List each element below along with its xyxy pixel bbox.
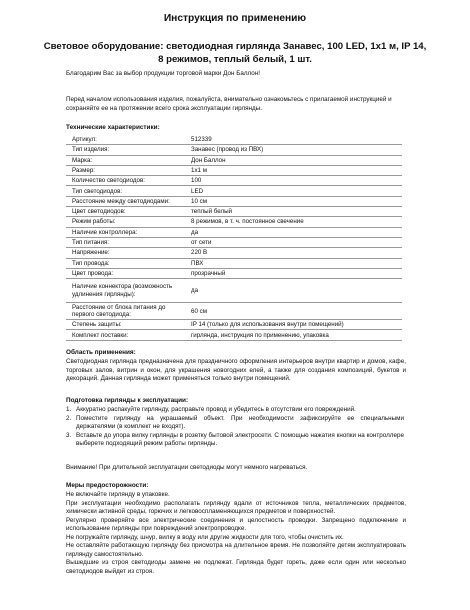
table-row bbox=[66, 145, 402, 155]
spec-value: Занавес (провод из ПВХ) bbox=[183, 145, 402, 155]
step-number: 2. bbox=[66, 414, 72, 422]
spec-value: Дон Баллон bbox=[183, 155, 402, 165]
step-text: Аккуратно распакуйте гирлянду, расправьте провод и убедитесь в отсутствии его повреждений. bbox=[76, 406, 356, 413]
spec-value: да bbox=[183, 279, 402, 303]
table-row bbox=[66, 165, 402, 175]
spec-key: Напряжение: bbox=[66, 248, 183, 258]
spec-value: прозрачный bbox=[183, 268, 402, 278]
spec-value: 220 В bbox=[183, 248, 402, 258]
spec-value: IP 14 (только для использования внутри помещений) bbox=[183, 320, 402, 330]
specs-heading: Технические характеристики: bbox=[66, 124, 160, 131]
spec-value: LED bbox=[183, 186, 402, 196]
spec-key: Тип питания: bbox=[66, 237, 183, 247]
table-row bbox=[66, 279, 402, 303]
spec-value: гирлянда, инструкция по применению, упаковка bbox=[183, 330, 402, 340]
table-row bbox=[66, 207, 402, 217]
list-item bbox=[66, 432, 404, 449]
list-item: Вышедшие из строя светодиоды замене не подлежат. Гирлянда будет гореть, даже если один или несколько светодиодов выйдет из строя. bbox=[66, 559, 406, 575]
specs-table bbox=[66, 135, 402, 341]
spec-key: Количество светодиодов: bbox=[66, 176, 183, 186]
table-row bbox=[66, 248, 402, 258]
spec-value: да bbox=[183, 227, 402, 237]
spec-value: 60 см bbox=[183, 303, 402, 320]
table-row bbox=[66, 217, 402, 227]
spec-value: 1х1 м bbox=[183, 165, 402, 175]
spec-key: Наличие коннектора (возможность удлинения гирлянды): bbox=[66, 279, 183, 303]
spec-key: Тип провода: bbox=[66, 258, 183, 268]
area-text: Светодиодная гирлянда предназначена для праздничного оформления интерьеров внутри квартир и домов, кафе, торговых залов, витрин и окон, для украшения новогодних елей, а также для создания композиций, букетов и декораций. Данная гирлянда может применяться только внутри помещений. bbox=[66, 358, 406, 383]
spec-value: 10 см bbox=[183, 196, 402, 206]
list-item: При эксплуатации необходимо располагать гирлянду вдали от источников тепла, металлических предметов, химически активной среды, горючих и легковоспламеняющихся предметов и поверхностей. bbox=[66, 499, 406, 516]
spec-key: Артикул: bbox=[66, 135, 183, 145]
list-item bbox=[66, 406, 404, 415]
list-item bbox=[66, 415, 404, 432]
spec-value: от сети bbox=[183, 237, 402, 247]
spec-key: Тип светодиодов: bbox=[66, 186, 183, 196]
warning-text: Внимание! При длительной эксплуатации светодиоды могут немного нагреваться. bbox=[66, 464, 308, 471]
step-text: Вставьте до упора вилку гирлянды в розетку бытовой электросети. С помощью нажатия кнопки на контроллере выберете подходящий режим работы гирлянды. bbox=[76, 431, 404, 448]
table-row bbox=[66, 196, 402, 206]
spec-value: 8 режимов, в т. ч. постоянное свечение bbox=[183, 217, 402, 227]
table-row bbox=[66, 176, 402, 186]
spec-key: Наличие контроллера: bbox=[66, 227, 183, 237]
spec-key: Режим работы: bbox=[66, 217, 183, 227]
spec-key: Степень защиты: bbox=[66, 320, 183, 330]
list-item: Не погружайте гирлянду, шнур, вилку в воду или другие жидкости для того, чтобы очистить их. bbox=[66, 533, 344, 541]
spec-value: 100 bbox=[183, 176, 402, 186]
spec-value: ПВХ bbox=[183, 258, 402, 268]
spec-key: Расстояние между светодиодами: bbox=[66, 196, 183, 206]
spec-value: 512339 bbox=[183, 135, 402, 145]
spec-key: Тип изделия: bbox=[66, 145, 183, 155]
step-text: Поместите гирлянду на украшаемый объект. При необходимости зафиксируйте ее специальными держателями (в комплект не входят). bbox=[76, 414, 404, 431]
list-item: Регулярно проверяйте все электрические соединения и целостность проводки. Запрещено подключение и использование гирлянды при повреждений электропроводке. bbox=[66, 516, 406, 533]
table-row bbox=[66, 320, 402, 330]
table-row bbox=[66, 135, 402, 145]
safety-heading: Меры предосторожности: bbox=[66, 482, 149, 489]
spec-key: Цвет светодиодов: bbox=[66, 207, 183, 217]
thanks-text: Благодарим Вас за выбор продукции торговой марки Дон Баллон! bbox=[66, 70, 260, 77]
step-number: 3. bbox=[66, 431, 72, 439]
table-row bbox=[66, 237, 402, 247]
table-row bbox=[66, 330, 402, 340]
table-row bbox=[66, 155, 402, 165]
spec-key: Размер: bbox=[66, 165, 183, 175]
area-heading: Область применения: bbox=[66, 349, 136, 356]
prep-steps bbox=[66, 406, 404, 449]
step-number: 1. bbox=[66, 406, 72, 413]
spec-key: Марка: bbox=[66, 155, 183, 165]
table-row bbox=[66, 258, 402, 268]
table-row bbox=[66, 227, 402, 237]
page-title: Инструкция по применению bbox=[163, 13, 307, 24]
list-item: Не оставляйте работающую гирлянду без присмотра на длительное время. Не позволяйте детям эксплуатировать гирлянду самостоятельно. bbox=[66, 542, 406, 558]
spec-value: теплый белый bbox=[183, 207, 402, 217]
table-row bbox=[66, 303, 402, 320]
list-item: Не включайте гирлянду в упаковке. bbox=[66, 491, 170, 498]
intro-text: Перед началом использования изделия, пожалуйста, внимательно ознакомьтесь с прилагаемой инструкцией и сохраняйте ее на протяжении всего срока эксплуатации гирлянды. bbox=[66, 96, 392, 112]
product-title: Световое оборудование: светодиодная гирлянда Занавес, 100 LED, 1x1 м, IP 14, 8 режимов, теплый белый, 1 шт. bbox=[43, 41, 427, 65]
spec-key: Комплект поставки: bbox=[66, 330, 183, 340]
prep-heading: Подготовка гирлянды к эксплуатации: bbox=[66, 397, 189, 404]
table-row bbox=[66, 268, 402, 278]
spec-key: Расстояние от блока питания до первого светодиода: bbox=[66, 303, 183, 320]
table-row bbox=[66, 186, 402, 196]
spec-key: Цвет провода: bbox=[66, 268, 183, 278]
safety-list bbox=[66, 491, 406, 576]
